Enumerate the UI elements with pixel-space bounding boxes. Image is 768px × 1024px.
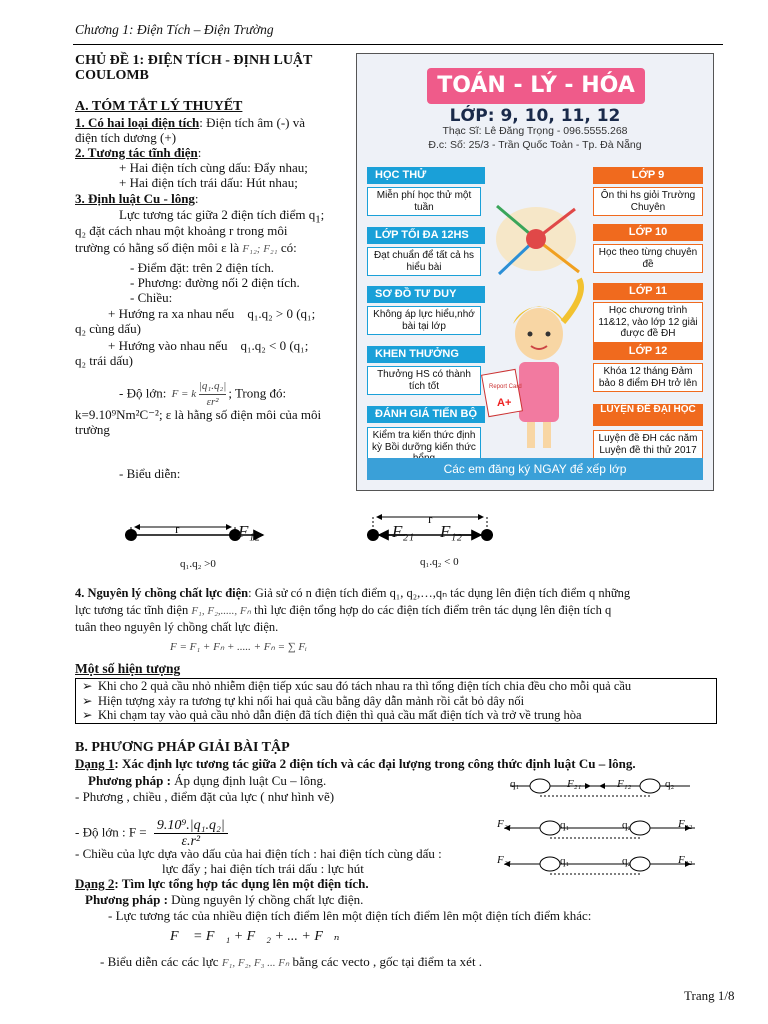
p1-line bbox=[75, 115, 305, 130]
fig-caption-1: q₁.q₂ >0 bbox=[180, 558, 216, 570]
dang2-formula: F⃗ = F⃗₁ + F⃗₂ + ... + F⃗ₙ bbox=[170, 929, 340, 944]
dang2-l1: - Lực tương tác của nhiều điện tích điểm lên một điện tích điểm lên một điện tích điểm khác: bbox=[108, 908, 592, 923]
fig-f12-left: F₁₂ bbox=[238, 522, 261, 541]
dang1-l4: lực đẩy ; hai điện tích trái dấu : lực hút bbox=[162, 861, 364, 876]
superposition-formula: F = F₁ + Fₙ + ..... + Fₙ = ∑ Fᵢ bbox=[170, 641, 307, 653]
section-a-heading: A. TÓM TẮT LÝ THUYẾT bbox=[75, 99, 243, 114]
diag-f12: F₁₂ bbox=[678, 818, 693, 830]
ad-right-tag: LỚP 11 bbox=[593, 283, 703, 300]
charge-direction-diagram bbox=[490, 772, 710, 892]
p2-line-1: + Hai điện tích cùng dấu: Đẩy nhau; bbox=[119, 160, 308, 175]
dang2-method bbox=[85, 892, 363, 907]
p3-mag-b: ; Trong đó: bbox=[228, 385, 287, 401]
phenomenon-item: ➢ Hiện tượng xảy ra tương tự khi nối hai quả cầu bằng dây dẫn mảnh rồi cắt bỏ dây nối bbox=[76, 694, 716, 709]
diag-f21: F₂₁ bbox=[497, 854, 512, 866]
diag-q2: q₂ bbox=[622, 855, 632, 867]
dang1-l2 bbox=[75, 818, 228, 849]
p4-line-3: tuân theo nguyên lý chồng chất lực điện. bbox=[75, 620, 279, 634]
ad-left-tag: KHEN THƯỞNG bbox=[367, 346, 485, 363]
dang2-l2 bbox=[100, 954, 482, 971]
p3-k: k=9.10⁹Nm²C⁻²; ε là hằng số điện môi của môi bbox=[75, 407, 322, 422]
dang1-frac-den: ε.r² bbox=[181, 834, 201, 849]
ad-info-2: Đ.c: Số: 25/3 - Trần Quốc Toản - Tp. Đà Nẵng bbox=[428, 139, 642, 151]
ad-right-tag: LỚP 9 bbox=[593, 167, 703, 184]
p3-d2: - Phương: đường nối 2 điện tích. bbox=[130, 275, 300, 290]
p4-text-1: : Giả sử có n điện tích điểm q₁, q₂,…,qₙ tác dụng lên điện tích điểm q những bbox=[248, 586, 631, 600]
p1-text-2: điện tích dương (+) bbox=[75, 130, 177, 145]
header-divider bbox=[73, 44, 723, 45]
force-list-symbol: F₁, F₂,....., Fₙ bbox=[191, 605, 252, 617]
p4-text-2b: thì lực điện tổng hợp do các điện tích điểm trên tác dụng lên điện tích q bbox=[254, 603, 612, 617]
ad-right-box: Luyện đề ĐH các năm Luyện đề thi thử 2017 bbox=[593, 430, 703, 459]
dang1-text: : Xác định lực tương tác giữa 2 điện tích và các đại lượng trong công thức định luật Cu – lông. bbox=[114, 756, 636, 771]
p4-text-2a: lực tương tác tĩnh điện bbox=[75, 603, 189, 617]
p1-heading: 1. Có hai loại điện tích bbox=[75, 115, 200, 130]
ad-title: TOÁN - LÝ - HÓA bbox=[427, 68, 645, 104]
diag-q2: q₂ bbox=[665, 778, 675, 790]
ad-right-tag: LỚP 10 bbox=[593, 224, 703, 241]
mind-map-icon bbox=[496, 206, 579, 274]
diag-q2: q₂ bbox=[622, 819, 632, 831]
p3-k-2: trường bbox=[75, 422, 110, 437]
fig-caption-2: q₁.q₂ < 0 bbox=[420, 556, 459, 568]
force-symbol: F₁₂; F₂₁ bbox=[242, 243, 278, 255]
dang1-frac-num: 9.10⁹.|q₁.q₂| bbox=[154, 818, 228, 834]
p3-d6-cond: q₁.q₂ < 0 (q₁; bbox=[240, 338, 309, 353]
dang2-method-text: Dùng nguyên lý chồng chất lực điện. bbox=[171, 892, 364, 907]
p3-d5: q₂ cùng dấu) bbox=[75, 321, 141, 336]
diag-f12: F₁₂ bbox=[617, 778, 632, 790]
ad-left-tag: SƠ ĐỒ TƯ DUY bbox=[367, 286, 485, 303]
p3-line-3 bbox=[75, 240, 297, 257]
dang1-l1: - Phương , chiều , điểm đặt của lực ( như hình vẽ) bbox=[75, 789, 335, 804]
p2-heading: 2. Tương tác tĩnh điện bbox=[75, 145, 198, 160]
student-illustration bbox=[479, 184, 593, 454]
ad-left-tag: ĐÁNH GIÁ TIẾN BỘ bbox=[367, 406, 485, 423]
p3-magnitude bbox=[119, 379, 286, 410]
ad-left-tag: LỚP TỐI ĐA 12HS bbox=[367, 227, 485, 244]
p4-line-1 bbox=[75, 586, 630, 601]
diag-q1: q₁ bbox=[560, 819, 570, 831]
ad-left-box: Đạt chuẩn để tất cả hs hiểu bài bbox=[367, 247, 481, 276]
p3-line-2: q₂ đặt cách nhau một khoảng r trong môi bbox=[75, 223, 288, 238]
p3-d1: - Điểm đặt: trên 2 điện tích. bbox=[130, 260, 275, 275]
ad-left-box: Kiểm tra kiến thức định kỳ Bồi dưỡng kiến thức bbox=[367, 427, 481, 468]
ad-grades: LỚP: 9, 10, 11, 12 bbox=[449, 106, 621, 126]
ad-right-box: Học chương trình 11&12, vào lớp 12 giải được đề ĐH bbox=[593, 302, 703, 343]
p3-bieudien: - Biểu diễn: bbox=[119, 466, 181, 481]
diag-f12: F₁₂ bbox=[678, 854, 693, 866]
phenomena-heading: Một số hiện tượng bbox=[75, 661, 181, 676]
p4-heading: 4. Nguyên lý chồng chất lực điện bbox=[75, 586, 249, 600]
fig-f12-right: F₁₂ bbox=[440, 522, 463, 541]
page-header: Chương 1: Điện Tích – Điện Trường bbox=[75, 22, 274, 37]
p3-d6-text: + Hướng vào nhau nếu bbox=[108, 338, 228, 353]
report-card-grade: A+ bbox=[497, 397, 512, 409]
ad-right-box: Khóa 12 tháng Đảm bảo 8 điểm ĐH trở lên bbox=[593, 363, 703, 392]
p3-heading: 3. Định luật Cu - lông bbox=[75, 191, 195, 206]
p2-line: 2. Tương tác tĩnh điện: bbox=[75, 145, 202, 160]
topic-title: CHỦ ĐỀ 1: ĐIỆN TÍCH - ĐỊNH LUẬT bbox=[75, 53, 313, 68]
dang1-method bbox=[88, 773, 326, 788]
p3-line-1-text: Lực tương tác giữa 2 điện tích điểm q bbox=[119, 207, 316, 222]
girl-icon bbox=[513, 279, 581, 448]
section-b-heading: B. PHƯƠNG PHÁP GIẢI BÀI TẬP bbox=[75, 740, 290, 755]
fig-f21-right: F₂₁ bbox=[392, 522, 415, 541]
ad-right-box: Học theo từng chuyên đề bbox=[593, 244, 703, 273]
diag-f21: F₂₁ bbox=[567, 778, 582, 790]
advertisement-panel bbox=[356, 53, 714, 491]
page-number: Trang 1/8 bbox=[684, 988, 735, 1003]
diag-q1: q₁ bbox=[560, 855, 570, 867]
diag-q1: q₁ bbox=[510, 778, 520, 790]
ad-left-box: Không áp lực hiểu,nhớ bài tại lớp bbox=[367, 306, 481, 335]
p3-d6 bbox=[108, 338, 308, 353]
phenomenon-item: ➢ Khi chạm tay vào quả cầu nhỏ dẫn điện đã tích điện thì quả cầu mất điện tích và trở về trung hòa bbox=[76, 708, 716, 723]
p3-line-3-b: có: bbox=[280, 240, 297, 255]
p4-line-2 bbox=[75, 603, 611, 619]
p3-line: 3. Định luật Cu - lông: bbox=[75, 191, 199, 206]
topic-title-2: COULOMB bbox=[75, 68, 149, 83]
dang1-method-text: Áp dụng định luật Cu – lông. bbox=[174, 773, 327, 788]
phenomena-list bbox=[75, 678, 717, 724]
report-card-icon bbox=[482, 369, 523, 416]
p3-d3: - Chiều: bbox=[130, 290, 173, 305]
p2-line-2: + Hai điện tích trái dấu: Hút nhau; bbox=[119, 175, 298, 190]
dang1-method-label: Phương pháp : bbox=[88, 773, 171, 788]
ad-right-tag: LUYỆN ĐỀ ĐẠI HỌC bbox=[593, 404, 703, 426]
report-card-text: Report Card bbox=[489, 384, 522, 390]
ad-info-1: Thạc Sĩ: Lê Đăng Trọng - 096.5555.268 bbox=[442, 125, 628, 137]
dang1-line bbox=[75, 756, 636, 771]
ad-right-box: Ôn thi hs giỏi Trường Chuyên bbox=[593, 187, 703, 216]
dang1-l3: - Chiều của lực dựa vào dấu của hai điện tích : hai điện tích cùng dấu : bbox=[75, 846, 442, 861]
p3-d4-cond: q₁.q₂ > 0 (q₁; bbox=[247, 306, 316, 321]
force-list-symbol-2: F₁, F₂, F₃ ... Fₙ bbox=[221, 957, 290, 969]
p1-text: : Điện tích âm (-) và bbox=[199, 115, 306, 130]
ad-left-box: Thưởng HS có thành tích tốt bbox=[367, 366, 481, 395]
fig-r-right: r bbox=[428, 511, 433, 526]
dang2-label: Dạng 2 bbox=[75, 876, 115, 891]
fig-r-left: r bbox=[175, 521, 180, 536]
ad-left-tag: HỌC THỬ bbox=[367, 167, 485, 184]
p3-d4 bbox=[108, 306, 315, 321]
dang2-line bbox=[75, 876, 369, 891]
dang2-l2-a: - Biểu diễn các các lực bbox=[100, 954, 219, 969]
diag-f21: F₂₁ bbox=[497, 818, 512, 830]
phenomenon-item: ➢ Khi cho 2 quả cầu nhỏ nhiễm điện tiếp xúc sau đó tách nhau ra thì tổng điện tích chia đều cho mỗi quả cầu bbox=[76, 679, 716, 694]
p3-d7: q₂ trái dấu) bbox=[75, 353, 133, 368]
coulomb-formula: F = k $\frac{\text{|q₁.q₂|}}{\text{εr²}}$ bbox=[171, 380, 227, 408]
dang2-text: : Tìm lực tổng hợp tác dụng lên một điện tích. bbox=[114, 876, 369, 891]
dang1-formula bbox=[154, 818, 228, 849]
ad-right-tag: LỚP 12 bbox=[593, 343, 703, 360]
p3-mag-label: - Độ lớn: bbox=[119, 385, 167, 401]
ad-footer: Các em đăng ký NGAY để xếp lớp bbox=[367, 458, 703, 480]
dang1-label: Dạng 1 bbox=[75, 756, 115, 771]
p3-line-3-text: trường có hằng số điện môi ε là bbox=[75, 240, 240, 255]
dang2-method-label: Phương pháp : bbox=[85, 892, 168, 907]
p3-d4-text: + Hướng ra xa nhau nếu bbox=[108, 306, 235, 321]
dang2-l2-b: bằng các vecto , gốc tại điểm ta xét . bbox=[292, 954, 483, 969]
p3-line-1: Lực tương tác giữa 2 điện tích điểm $q_1$; bbox=[119, 207, 325, 226]
ad-left-box: Miễn phí học thử một tuần bbox=[367, 187, 481, 216]
dang1-l2-label: - Độ lớn : F = bbox=[75, 824, 147, 840]
